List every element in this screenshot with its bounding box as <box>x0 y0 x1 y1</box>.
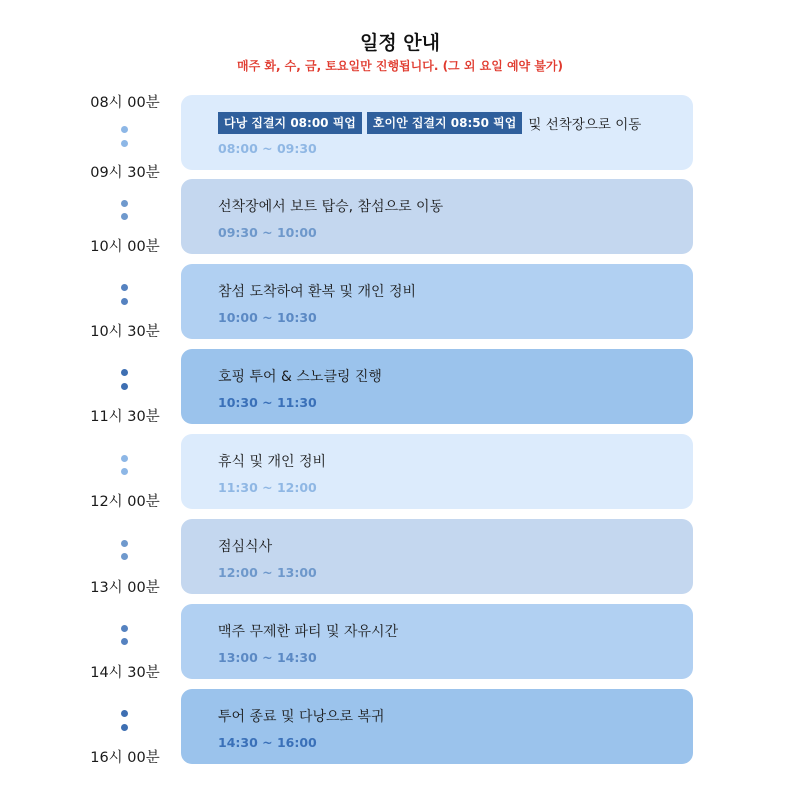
time-label: 14시 30분 <box>90 665 160 681</box>
timeline-dot <box>121 638 128 645</box>
notice-text: 매주 화, 수, 금, 토요일만 진행됩니다. (그 외 요일 예약 불가) <box>236 59 563 73</box>
schedule-time-range: 10:00 ~ 10:30 <box>218 310 317 325</box>
time-label: 08시 00분 <box>90 95 160 111</box>
pickup-tag-hoian: 호이안 집결지 08:50 픽업 <box>367 112 522 134</box>
schedule-time-range: 12:00 ~ 13:00 <box>218 565 317 580</box>
schedule-text: 점심식사 <box>218 539 273 555</box>
time-label: 10시 00분 <box>90 239 160 255</box>
schedule-card <box>181 434 693 509</box>
schedule-time-range: 13:00 ~ 14:30 <box>218 650 317 665</box>
time-label: 11시 30분 <box>90 409 160 425</box>
timeline-dot <box>121 710 128 717</box>
pickup-tag-danang: 다낭 집결지 08:00 픽업 <box>218 112 362 134</box>
timeline-dot <box>121 284 128 291</box>
schedule-text: 맥주 무제한 파티 및 자유시간 <box>218 624 399 640</box>
time-label: 10시 30분 <box>90 324 160 340</box>
schedule-text: 휴식 및 개인 정비 <box>218 454 327 470</box>
schedule-card <box>181 519 693 594</box>
timeline-dot <box>121 468 128 475</box>
schedule-time-range: 08:00 ~ 09:30 <box>218 141 317 156</box>
schedule-time-range: 14:30 ~ 16:00 <box>218 735 317 750</box>
schedule-text: 선착장에서 보트 탑승, 참섬으로 이동 <box>218 199 444 215</box>
schedule-card <box>181 179 693 254</box>
time-label: 13시 00분 <box>90 580 160 596</box>
schedule-card <box>181 95 693 170</box>
schedule-text: 참섬 도착하여 환복 및 개인 정비 <box>218 284 417 300</box>
schedule-time-range: 10:30 ~ 11:30 <box>218 395 317 410</box>
timeline-dot <box>121 140 128 147</box>
schedule-text: 호핑 투어 & 스노클링 진행 <box>218 369 382 385</box>
timeline-dot <box>121 369 128 376</box>
schedule-card <box>181 604 693 679</box>
timeline-dot <box>121 298 128 305</box>
timeline-dot <box>121 126 128 133</box>
schedule-card <box>181 349 693 424</box>
timeline-dot <box>121 540 128 547</box>
schedule-text: 및 선착장으로 이동 <box>528 117 642 133</box>
timeline-dot <box>121 724 128 731</box>
timeline-dot <box>121 455 128 462</box>
schedule-text: 투어 종료 및 다낭으로 복귀 <box>218 709 385 725</box>
pickup-row <box>218 112 641 134</box>
schedule-time-range: 11:30 ~ 12:00 <box>218 480 317 495</box>
time-label: 16시 00분 <box>90 750 160 766</box>
timeline-dot <box>121 213 128 220</box>
timeline-dot <box>121 383 128 390</box>
timeline-dot <box>121 200 128 207</box>
schedule-card <box>181 264 693 339</box>
page-title: 일정 안내 <box>359 32 441 54</box>
timeline-dot <box>121 553 128 560</box>
time-label: 09시 30분 <box>90 165 160 181</box>
schedule-card <box>181 689 693 764</box>
schedule-time-range: 09:30 ~ 10:00 <box>218 225 317 240</box>
timeline-dot <box>121 625 128 632</box>
time-label: 12시 00분 <box>90 494 160 510</box>
